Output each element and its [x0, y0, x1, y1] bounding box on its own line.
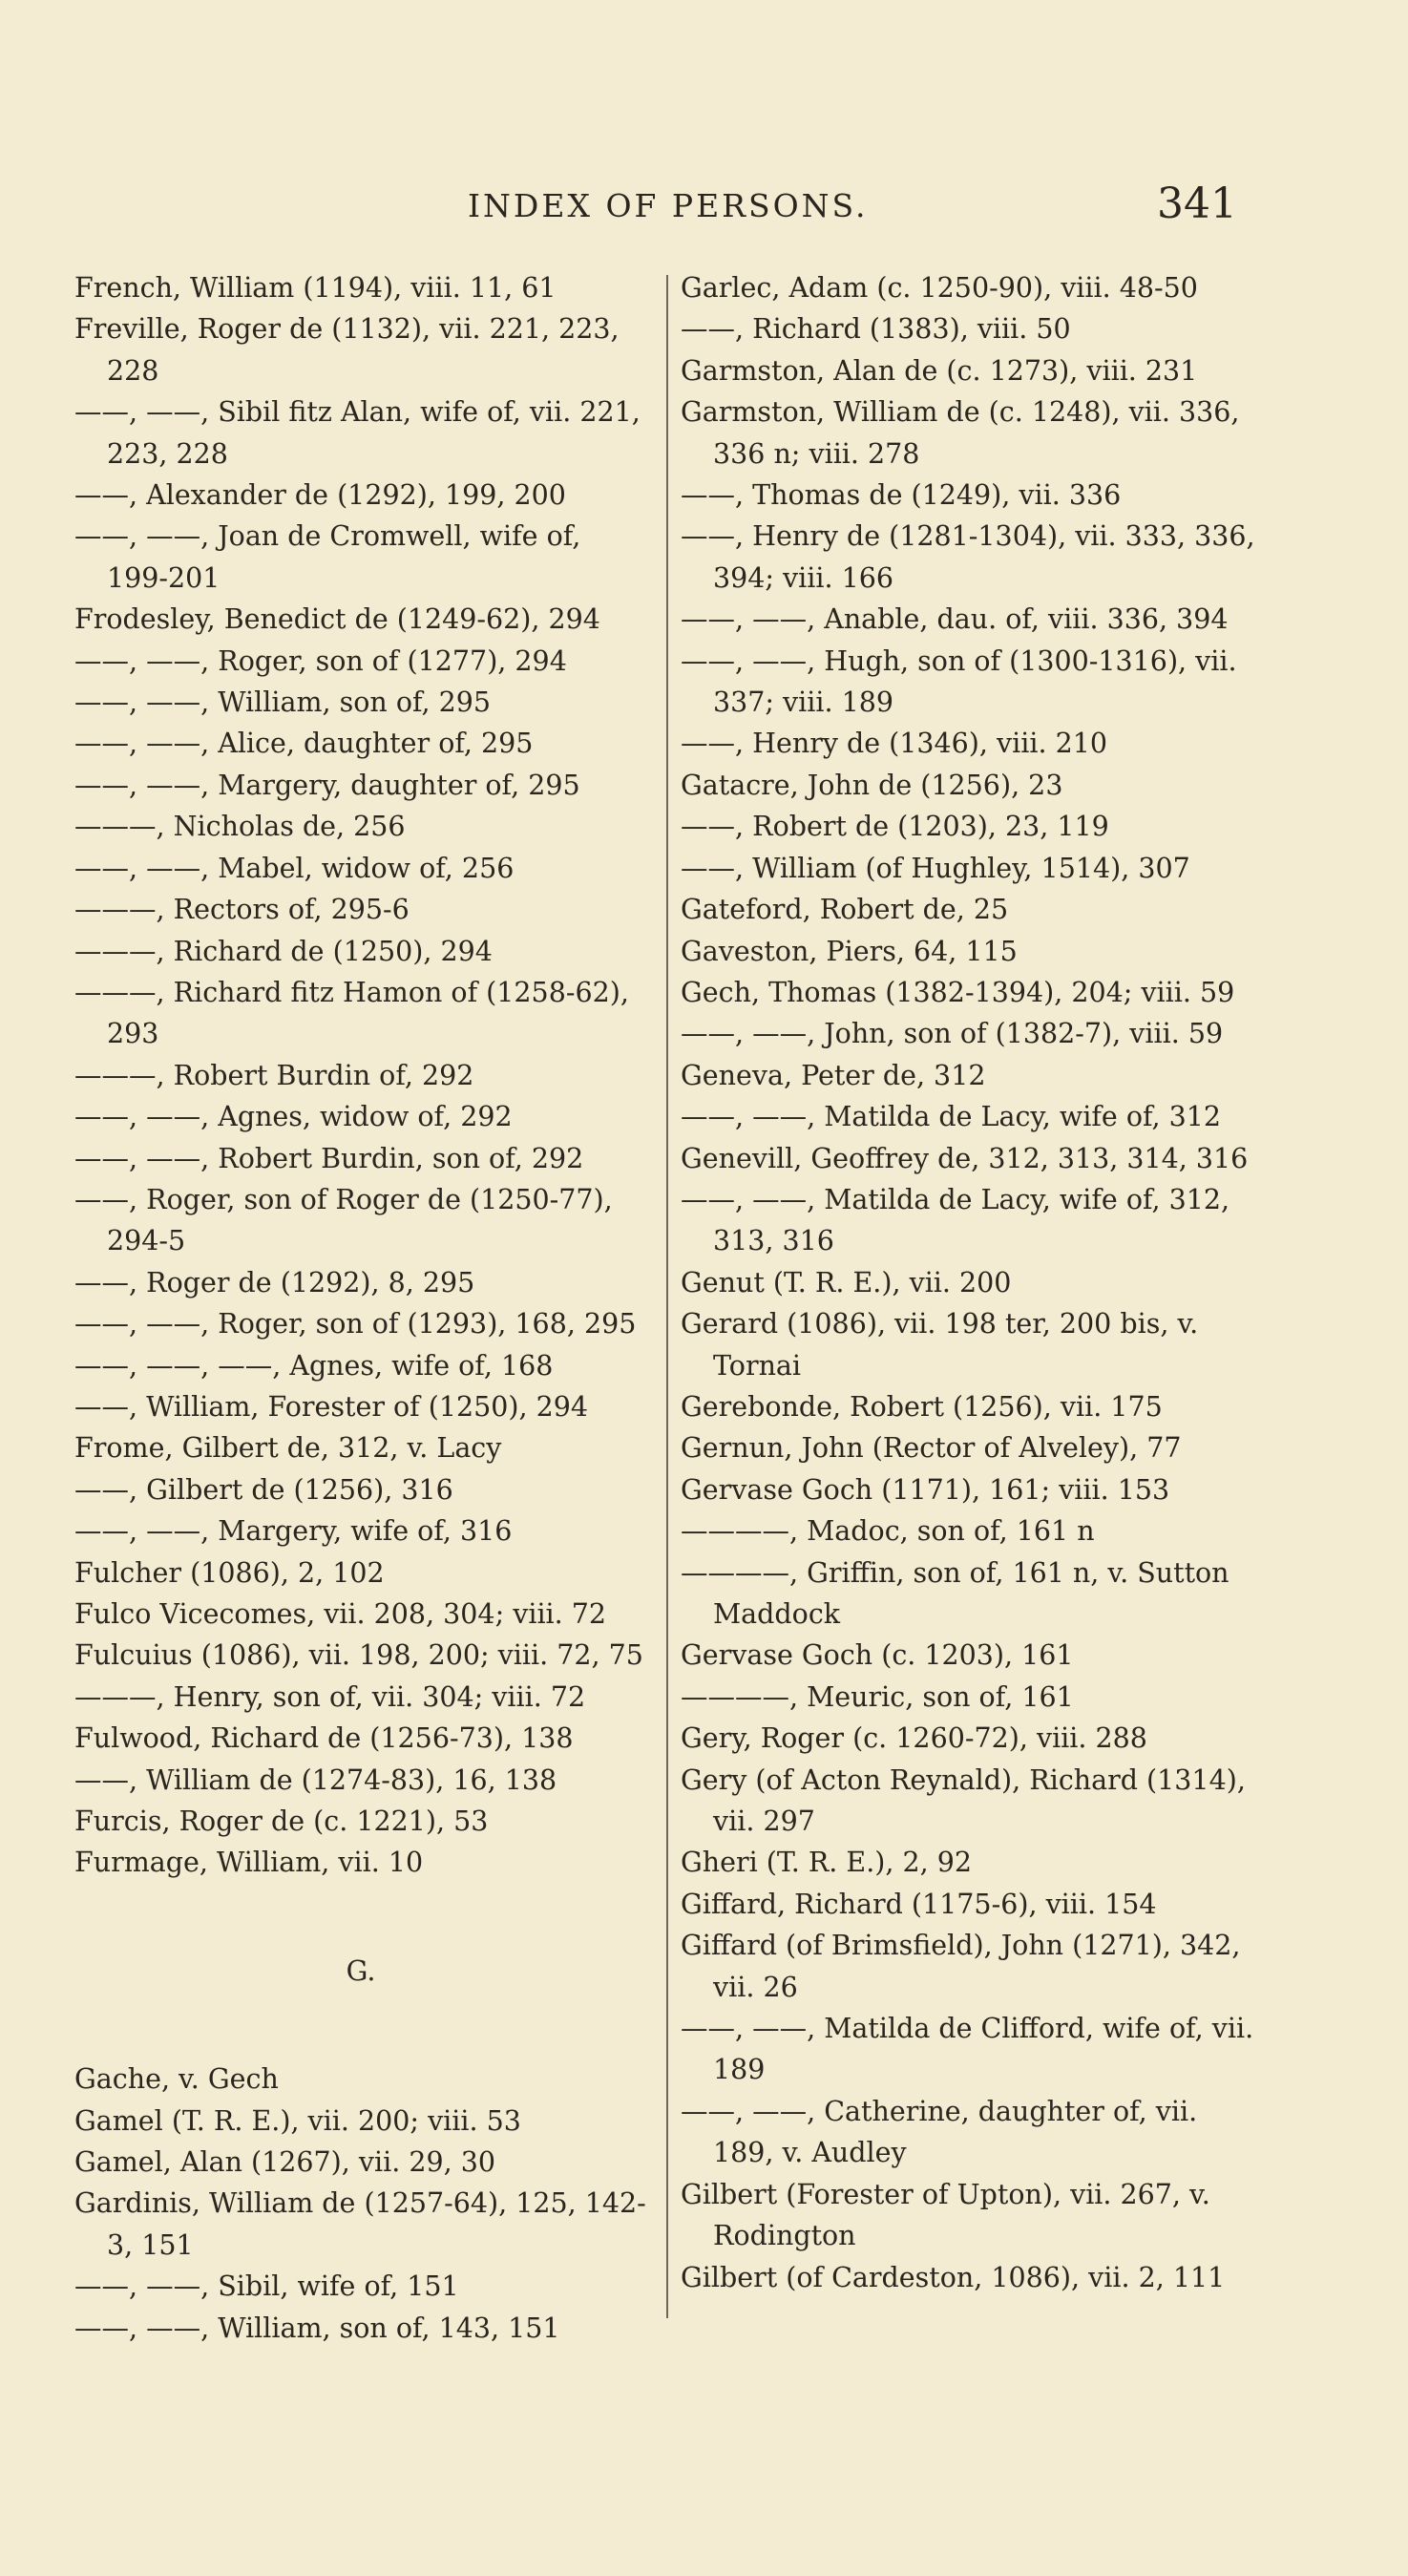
index-entry: ——, ——, William, son of, 143, 151: [74, 2312, 560, 2344]
index-entry: Gatacre, John de (1256), 23: [681, 769, 1063, 801]
index-entry: ————, Griffin, son of, 161 n, v. Sutton Maddock: [681, 1556, 1229, 1630]
index-entry: Geneva, Peter de, 312: [681, 1059, 986, 1091]
index-entry: Garmston, William de (c. 1248), vii. 336, 336 n; viii. 278: [681, 396, 1240, 470]
index-entry: ——, Henry de (1281-1304), vii. 333, 336, 394; viii. 166: [681, 520, 1255, 594]
index-entry: ——, ——, Catherine, daughter of, vii. 189, v. Audley: [681, 2095, 1198, 2169]
index-entry: ——, ——, Roger, son of (1277), 294: [74, 644, 567, 677]
index-entry: Gervase Goch (c. 1203), 161: [681, 1639, 1074, 1672]
index-entry: ———, Richard fitz Hamon of (1258-62), 293: [74, 976, 629, 1050]
index-entry: ——, Henry de (1346), viii. 210: [681, 728, 1107, 760]
index-entry: ——, Alexander de (1292), 199, 200: [74, 479, 566, 512]
index-entry: Gernun, John (Rector of Alveley), 77: [681, 1432, 1182, 1465]
index-entry: Gilbert (Forester of Upton), vii. 267, v. Rodington: [681, 2178, 1210, 2252]
index-entry: Giffard, Richard (1175-6), viii. 154: [681, 1888, 1157, 1920]
index-entry: Gilbert (of Cardeston, 1086), vii. 2, 111: [681, 2261, 1226, 2293]
index-entry: Fulcher (1086), 2, 102: [74, 1556, 385, 1589]
left-column: [74, 267, 647, 2349]
page-number: 341: [1157, 179, 1237, 228]
index-entry: Gerard (1086), vii. 198 ter, 200 bis, v. Tornai: [681, 1308, 1199, 1382]
index-entry: ———, Henry, son of, vii. 304; viii. 72: [74, 1680, 586, 1713]
index-entry: Gery (of Acton Reynald), Richard (1314), vii. 297: [681, 1763, 1246, 1838]
index-entry: Gervase Goch (1171), 161; viii. 153: [681, 1473, 1170, 1506]
index-entry: Gardinis, William de (1257-64), 125, 142-3, 151: [74, 2187, 646, 2261]
index-entry: ——, ——, Sibil, wife of, 151: [74, 2270, 459, 2303]
index-entry: ——, ——, Matilda de Lacy, wife of, 312: [681, 1101, 1222, 1133]
index-entry: ——, ——, Margery, wife of, 316: [74, 1515, 513, 1548]
index-entry: Fulco Vicecomes, vii. 208, 304; viii. 72: [74, 1598, 607, 1630]
index-entry: ——, Robert de (1203), 23, 119: [681, 811, 1109, 843]
index-entry: ——, ——, Sibil fitz Alan, wife of, vii. 221, 223, 228: [74, 396, 641, 470]
index-entry: Freville, Roger de (1132), vii. 221, 223, 228: [74, 313, 620, 387]
index-entry: ——, William, Forester of (1250), 294: [74, 1390, 589, 1423]
index-entry: ——, Thomas de (1249), vii. 336: [681, 479, 1122, 512]
index-entry: ——, ——, Matilda de Lacy, wife of, 312, 313, 316: [681, 1183, 1230, 1257]
right-column: [681, 267, 1258, 2298]
index-entry: Garlec, Adam (c. 1250-90), viii. 48-50: [681, 272, 1198, 304]
index-entry: ——, Roger, son of Roger de (1250-77), 294-5: [74, 1183, 613, 1257]
index-entry: Furcis, Roger de (c. 1221), 53: [74, 1805, 489, 1838]
index-entry: ————, Madoc, son of, 161 n: [681, 1515, 1095, 1548]
index-entry: French, William (1194), viii. 11, 61: [74, 272, 557, 304]
index-entry: Gateford, Robert de, 25: [681, 894, 1009, 926]
index-entry: Gaveston, Piers, 64, 115: [681, 935, 1018, 967]
index-entry: ——, ——, Matilda de Clifford, wife of, vii. 189: [681, 2013, 1254, 2086]
index-entry: ——, ——, William, son of, 295: [74, 686, 492, 719]
column-divider: [666, 275, 668, 2318]
index-entry: ———, Nicholas de, 256: [74, 811, 406, 843]
index-entry: ——, Gilbert de (1256), 316: [74, 1473, 453, 1506]
index-entry: ——, ——, Robert Burdin, son of, 292: [74, 1142, 584, 1174]
index-entry: Gache, v. Gech: [74, 2063, 279, 2096]
index-entry: ——, ——, Roger, son of (1293), 168, 295: [74, 1308, 637, 1341]
index-entry: ——, Roger de (1292), 8, 295: [74, 1266, 475, 1299]
index-entry: ——, ——, ——, Agnes, wife of, 168: [74, 1349, 554, 1382]
index-entry: Gech, Thomas (1382-1394), 204; viii. 59: [681, 976, 1235, 1008]
index-entry: ———, Robert Burdin of, 292: [74, 1059, 474, 1091]
index-entry: ——, ——, Mabel, widow of, 256: [74, 852, 515, 884]
index-entry: ——, ——, Joan de Cromwell, wife of, 199-201: [74, 520, 581, 594]
section-letter: G.: [346, 1954, 376, 1987]
index-entry: Furmage, William, vii. 10: [74, 1847, 424, 1879]
index-entry: Gery, Roger (c. 1260-72), viii. 288: [681, 1722, 1147, 1755]
index-entry: Fulwood, Richard de (1256-73), 138: [74, 1722, 574, 1755]
index-entry: Fulcuius (1086), vii. 198, 200; viii. 72, 75: [74, 1639, 643, 1672]
index-entry: Frome, Gilbert de, 312, v. Lacy: [74, 1432, 502, 1465]
index-entry: Gamel, Alan (1267), vii. 29, 30: [74, 2146, 495, 2179]
index-list-f: [74, 267, 647, 1884]
index-entry: ——, William (of Hughley, 1514), 307: [681, 852, 1190, 884]
index-entry: ——, ——, Alice, daughter of, 295: [74, 728, 534, 760]
index-entry: ——, William de (1274-83), 16, 138: [74, 1763, 557, 1796]
index-entry: Gheri (T. R. E.), 2, 92: [681, 1847, 973, 1879]
index-entry: Garmston, Alan de (c. 1273), viii. 231: [681, 354, 1198, 387]
index-entry: ——, ——, John, son of (1382-7), viii. 59: [681, 1018, 1224, 1050]
index-entry: ——, ——, Hugh, son of (1300-1316), vii. 337; viii. 189: [681, 644, 1237, 719]
index-entry: Genevill, Geoffrey de, 312, 313, 314, 316: [681, 1142, 1249, 1174]
index-entry: Genut (T. R. E.), vii. 200: [681, 1266, 1012, 1299]
index-entry: ——, ——, Anable, dau. of, viii. 336, 394: [681, 603, 1229, 636]
index-entry: ——, Richard (1383), viii. 50: [681, 313, 1071, 346]
index-entry: ——, ——, Margery, daughter of, 295: [74, 769, 580, 801]
index-entry: ———, Richard de (1250), 294: [74, 935, 493, 967]
index-entry: Gamel (T. R. E.), vii. 200; viii. 53: [74, 2104, 521, 2137]
index-entry: ————, Meuric, son of, 161: [681, 1680, 1074, 1713]
index-entry: Giffard (of Brimsfield), John (1271), 342, vii. 26: [681, 1930, 1241, 2003]
index-entry: Frodesley, Benedict de (1249-62), 294: [74, 603, 600, 636]
index-entry: ———, Rectors of, 295-6: [74, 894, 410, 926]
index-entry: Gerebonde, Robert (1256), vii. 175: [681, 1390, 1163, 1423]
running-title: INDEX OF PERSONS.: [468, 187, 869, 224]
page-header: [0, 179, 1408, 237]
index-list-g: [74, 2059, 647, 2349]
index-entry: ——, ——, Agnes, widow of, 292: [74, 1101, 513, 1133]
